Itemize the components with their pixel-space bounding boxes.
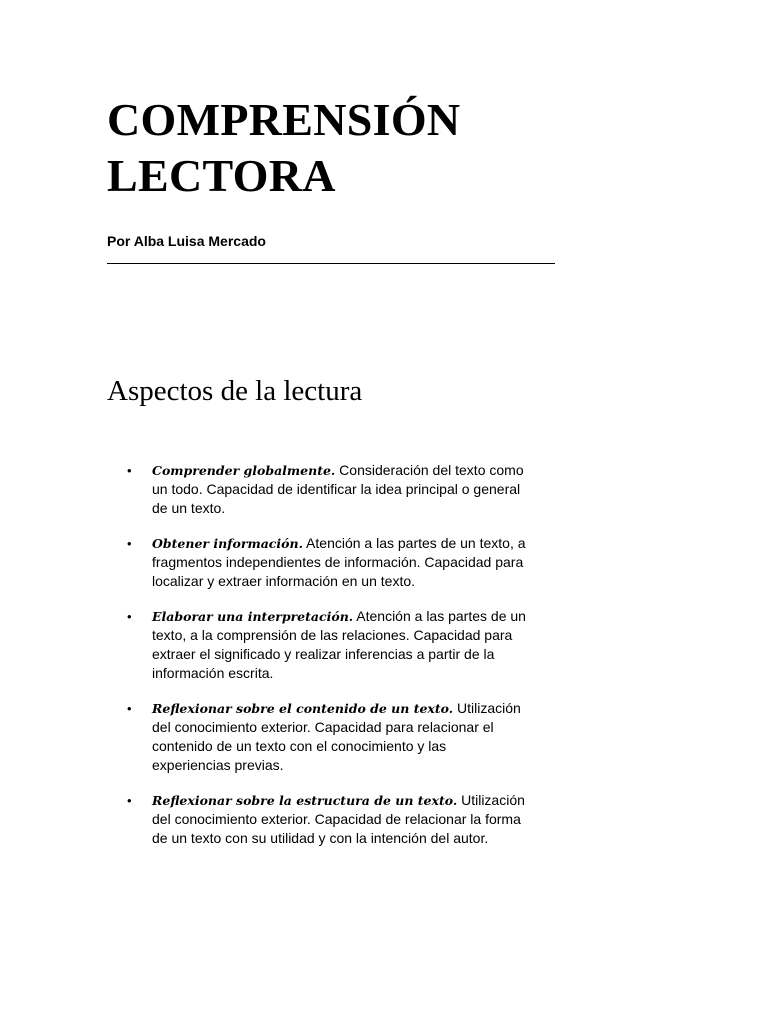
list-item: [107, 534, 527, 591]
title-line-2: LECTORA: [107, 150, 336, 201]
section-title: Aspectos de la lectura: [107, 375, 363, 407]
horizontal-rule: [107, 263, 555, 264]
aspect-description: Utilización del conocimiento exterior. Capacidad para relacionar el contenido de un texto con el conocimiento y las experiencias previas.: [152, 700, 521, 773]
bullet-icon: •: [127, 609, 132, 624]
aspect-description: Atención a las partes de un texto, a la comprensión de las relaciones. Capacidad para extraer el significado y realizar inferencias a partir de la información escrita.: [152, 608, 526, 681]
list-item: [107, 791, 527, 848]
aspect-description: Utilización del conocimiento exterior. Capacidad de relacionar la forma de un texto con su utilidad y con la intención del autor.: [152, 792, 525, 846]
list-item: [107, 699, 527, 775]
list-item: [107, 461, 527, 518]
aspect-term: Comprender globalmente.: [152, 463, 336, 478]
aspect-term: Reflexionar sobre la estructura de un texto.: [152, 793, 458, 808]
aspects-list: [107, 461, 527, 864]
author-byline: Por Alba Luisa Mercado: [107, 233, 266, 249]
bullet-icon: •: [127, 536, 132, 551]
aspect-term: Obtener información.: [152, 536, 303, 551]
document-title: [107, 92, 667, 204]
aspect-term: Reflexionar sobre el contenido de un texto.: [152, 701, 454, 716]
bullet-icon: •: [127, 463, 132, 478]
list-item: [107, 607, 527, 683]
aspect-term: Elaborar una interpretación.: [152, 609, 354, 624]
bullet-icon: •: [127, 793, 132, 808]
aspect-description: Consideración del texto como un todo. Capacidad de identificar la idea principal o general de un texto.: [152, 462, 524, 516]
bullet-icon: •: [127, 701, 132, 716]
aspect-description: Atención a las partes de un texto, a fragmentos independientes de información. Capacidad para localizar y extraer información en un texto.: [152, 535, 526, 589]
title-line-1: COMPRENSIÓN: [107, 94, 461, 145]
